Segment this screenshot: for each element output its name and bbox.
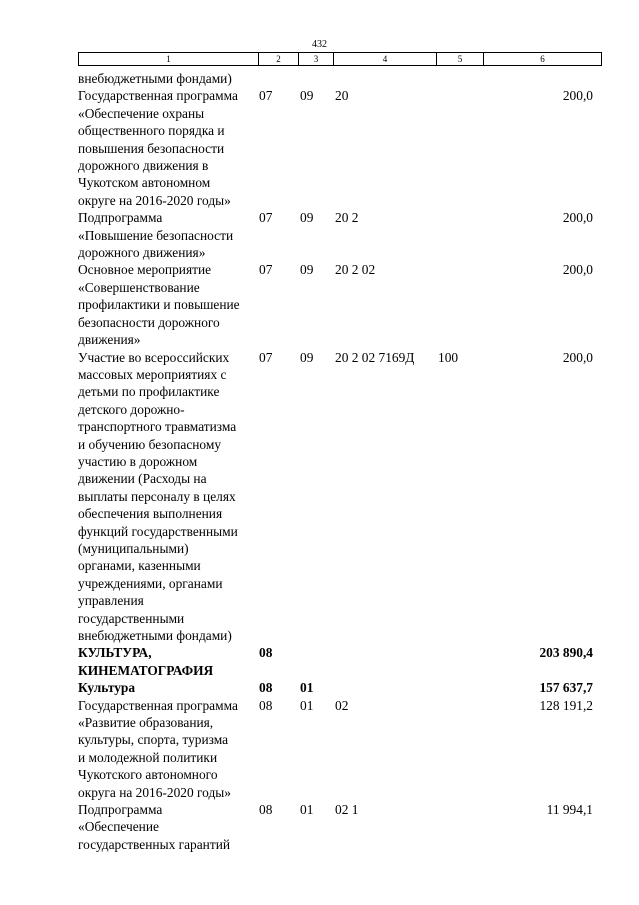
row-section: 08 (259, 697, 273, 713)
table-row (0, 801, 639, 853)
row-section: 08 (259, 680, 273, 696)
table-row (0, 87, 639, 209)
row-amount: 11 994,1 (546, 802, 593, 818)
row-subsection: 09 (300, 88, 314, 104)
row-section: 07 (259, 88, 273, 104)
row-name: внебюджетными фондами) (78, 71, 232, 86)
column-header-3: 3 (299, 53, 334, 66)
row-name: Государственная программа «Развитие образования, культуры, спорта, туризма и молодежной политики Чукотского автономного округа на 2016-2020 годы» (78, 697, 238, 800)
table-row (0, 697, 639, 801)
table-row (0, 261, 639, 348)
row-amount: 128 191,2 (539, 697, 593, 713)
column-header-5: 5 (437, 53, 484, 66)
row-section: 08 (259, 802, 273, 818)
row-amount: 200,0 (562, 210, 593, 226)
column-header-2: 2 (259, 53, 299, 66)
row-section: 07 (259, 210, 273, 226)
row-name: Подпрограмма «Повышение безопасности дорожного движения» (78, 210, 234, 261)
column-header-1: 1 (79, 53, 259, 66)
row-target-article: 20 2 02 (335, 262, 376, 278)
column-header-4: 4 (334, 53, 437, 66)
row-amount: 157 637,7 (539, 680, 593, 696)
row-expense-type: 100 (438, 349, 459, 365)
row-target-article: 02 (335, 697, 349, 713)
row-target-article: 20 (335, 88, 349, 104)
row-section: 07 (259, 349, 273, 365)
row-subsection: 09 (300, 349, 314, 365)
column-header-row (78, 52, 602, 66)
row-name: Подпрограмма «Обеспечение государственных гарантий (78, 802, 231, 852)
row-subsection: 01 (300, 680, 314, 696)
row-subsection: 09 (300, 262, 314, 278)
table-row (0, 644, 639, 679)
row-name: Культура (78, 680, 136, 696)
row-name: КУЛЬТУРА, КИНЕМАТОГРАФИЯ (78, 645, 214, 678)
page-number: 432 (312, 39, 327, 50)
table-row (0, 70, 639, 87)
column-header-6: 6 (484, 53, 602, 66)
row-name: Государственная программа «Обеспечение охраны общественного порядка и повышения безопасности дорожного движения в Чукотском автономном округе на 2016-2020 годы» (78, 88, 238, 208)
row-name: Основное мероприятие «Совершенствование профилактики и повышение безопасности дорожного движения» (78, 262, 240, 348)
row-section: 08 (259, 645, 273, 661)
row-target-article: 20 2 (335, 210, 359, 226)
row-name: Участие во всероссийских массовых мероприятиях с детьми по профилактике детского дорожно- транспортного травматизма и обучению безопасному участию в дорожном движении (Расходы на выплаты персоналу в целях обеспечения выполнения функций государственными (муниципальными) органами, казенными учреждениями, органами управления государственными внебюджетными фондами) (78, 349, 238, 643)
row-section: 07 (259, 262, 273, 278)
row-subsection: 09 (300, 210, 314, 226)
table-row (0, 209, 639, 261)
row-target-article: 20 2 02 7169Д (335, 349, 415, 365)
row-subsection: 01 (300, 802, 314, 818)
row-amount: 203 890,4 (539, 645, 593, 661)
row-target-article: 02 1 (335, 802, 359, 818)
table-row (0, 349, 639, 645)
row-amount: 200,0 (562, 262, 593, 278)
row-amount: 200,0 (562, 88, 593, 104)
row-amount: 200,0 (562, 349, 593, 365)
row-subsection: 01 (300, 697, 314, 713)
budget-table-body (0, 70, 639, 853)
table-row (0, 679, 639, 696)
